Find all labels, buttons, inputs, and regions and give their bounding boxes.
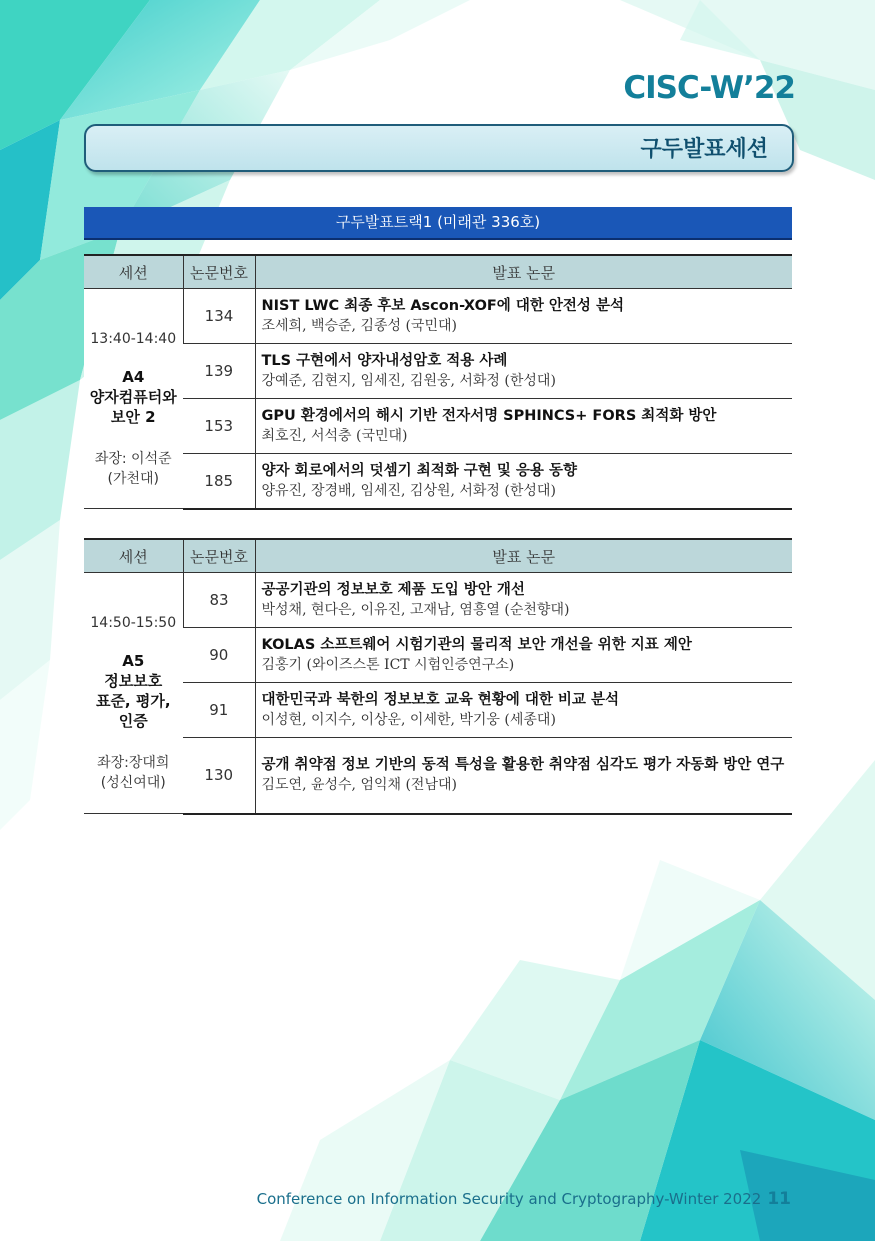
paper-number: 153 (183, 399, 255, 454)
paper-number: 130 (183, 738, 255, 814)
conference-logo: CISC-W’22 (623, 70, 795, 106)
table-row (84, 289, 792, 344)
paper-cell (255, 628, 792, 683)
table-row (84, 454, 792, 509)
paper-title: TLS 구현에서 양자내성암호 적용 사례 (261, 353, 508, 369)
page-number: 11 (767, 1189, 791, 1209)
session-name-line: 양자컴퓨터와 (89, 387, 177, 406)
table-row (84, 628, 792, 683)
section-title: 구두발표세션 (640, 137, 768, 162)
table-row (84, 738, 792, 814)
table-row (84, 683, 792, 738)
paper-number: 91 (183, 683, 255, 738)
paper-number: 139 (183, 344, 255, 399)
session-name-line: 인증 (118, 712, 148, 730)
page-footer (257, 1189, 791, 1209)
footer-conference-name: Conference on Information Security and Cryptography-Winter 2022 (256, 1190, 762, 1208)
session-info-cell (84, 289, 183, 509)
table-row (84, 573, 792, 628)
paper-authors: 양유진, 장경배, 임세진, 김상원, 서화정 (한성대) (261, 482, 556, 499)
session-table-a4 (84, 254, 792, 510)
header-paper: 발표 논문 (255, 539, 792, 573)
paper-title: 양자 회로에서의 덧셈기 최적화 구현 및 응용 동향 (261, 462, 577, 479)
session-name-line: A4 (122, 367, 145, 386)
session-name (84, 651, 183, 731)
table-header-row (84, 255, 792, 289)
paper-cell (255, 344, 792, 399)
paper-title: KOLAS 소프트웨어 시험기관의 물리적 보안 개선을 위한 지표 제안 (261, 637, 692, 653)
header-session: 세션 (84, 539, 183, 573)
session-name (84, 367, 183, 427)
paper-title: 공개 취약점 정보 기반의 동적 특성을 활용한 취약점 심각도 평가 자동화 방안 연구 (261, 757, 785, 774)
section-title-banner (84, 124, 794, 172)
paper-authors: 김도연, 윤성수, 엄익채 (전남대) (261, 777, 457, 794)
session-chair (84, 449, 183, 489)
paper-title: NIST LWC 최종 후보 Ascon-XOF에 대한 안전성 분석 (261, 298, 624, 314)
chair-line: 좌장: 이석준 (94, 450, 172, 467)
session-name-line: 정보보호 (104, 672, 163, 690)
session-name-line: 보안 2 (110, 407, 156, 426)
header-paper-no: 논문번호 (183, 255, 255, 289)
session-time: 14:50-15:50 (90, 615, 177, 631)
chair-line: 좌장:장대희 (97, 755, 170, 771)
paper-number: 83 (183, 573, 255, 628)
paper-authors: 김홍기 (와이즈스톤 ICT 시험인증연구소) (261, 657, 515, 673)
header-paper: 발표 논문 (255, 255, 792, 289)
paper-cell (255, 399, 792, 454)
paper-number: 134 (183, 289, 255, 344)
chair-line: (성신여대) (100, 775, 166, 791)
session-time: 13:40-14:40 (90, 330, 177, 347)
session-chair (84, 753, 183, 793)
paper-authors: 이성현, 이지수, 이상운, 이세한, 박기웅 (세종대) (261, 712, 556, 728)
paper-cell (255, 738, 792, 814)
table-row (84, 344, 792, 399)
paper-number: 90 (183, 628, 255, 683)
chair-line: (가천대) (107, 470, 159, 487)
track-title-bar: 구두발표트랙1 (미래관 336호) (84, 207, 792, 240)
table-row (84, 399, 792, 454)
session-info-cell (84, 573, 183, 814)
paper-cell (255, 573, 792, 628)
paper-cell (255, 683, 792, 738)
paper-cell (255, 289, 792, 344)
paper-authors: 조세희, 백승준, 김종성 (국민대) (261, 318, 457, 334)
header-session: 세션 (84, 255, 183, 289)
paper-authors: 강예준, 김현지, 임세진, 김원웅, 서화정 (한성대) (261, 373, 556, 389)
paper-authors: 박성채, 현다은, 이유진, 고재남, 염흥열 (순천향대) (261, 602, 570, 618)
session-table-a5 (84, 538, 792, 815)
paper-cell (255, 454, 792, 509)
paper-title: GPU 환경에서의 해시 기반 전자서명 SPHINCS+ FORS 최적화 방안 (261, 408, 717, 424)
session-name-line: 표준, 평가, (95, 692, 171, 710)
paper-authors: 최호진, 서석충 (국민대) (261, 428, 408, 444)
paper-number: 185 (183, 454, 255, 509)
paper-title: 대한민국과 북한의 정보보호 교육 현황에 대한 비교 분석 (261, 692, 619, 708)
session-name-line: A5 (122, 652, 145, 670)
header-paper-no: 논문번호 (183, 539, 255, 573)
table-header-row (84, 539, 792, 573)
paper-title: 공공기관의 정보보호 제품 도입 방안 개선 (261, 582, 525, 598)
